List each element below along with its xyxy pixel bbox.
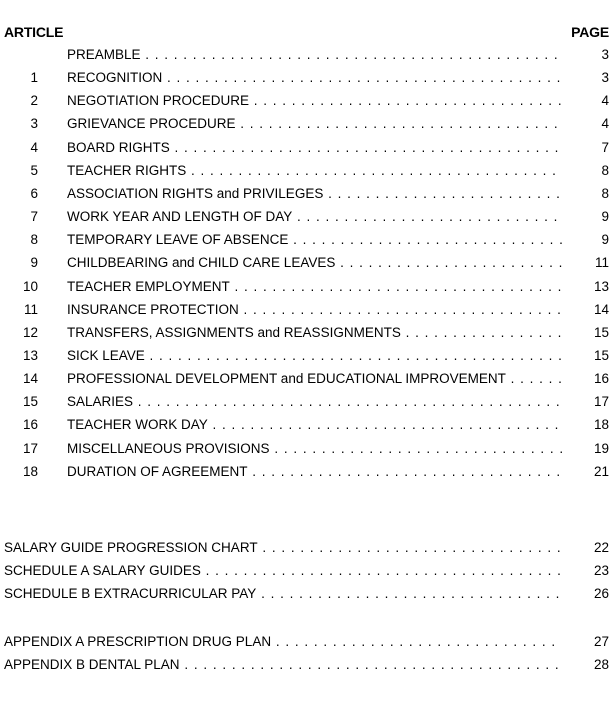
toc-header-article: ARTICLE [4, 24, 64, 40]
toc-schedule-row [0, 539, 615, 557]
page-number: 14 [593, 301, 609, 317]
toc-schedule-row [0, 562, 615, 580]
toc-article-row [0, 162, 615, 180]
article-number: 8 [30, 232, 38, 248]
article-number: 10 [22, 278, 38, 294]
entry-title: MISCELLANEOUS PROVISIONS . . . [67, 440, 562, 458]
toc-article-row [0, 69, 615, 87]
article-number: 7 [30, 209, 38, 225]
toc-article-row [0, 254, 615, 272]
page-number: 11 [594, 255, 609, 271]
article-number: 17 [22, 440, 38, 456]
article-number: 15 [22, 394, 38, 410]
page-number: 3 [601, 47, 609, 62]
page-number: 23 [593, 563, 609, 578]
entry-title: SCHEDULE B EXTRACURRICULAR PAY . . . [4, 585, 562, 603]
page-number: 4 [601, 93, 609, 109]
article-number: 6 [30, 185, 38, 201]
toc-article-row [0, 347, 615, 365]
toc-article-row [0, 324, 615, 342]
page-number: 3 [601, 70, 609, 86]
toc-header-page: PAGE [571, 24, 609, 40]
page-number: 21 [593, 463, 609, 479]
entry-title: CHILDBEARING and CHILD CARE LEAVES . . . [67, 254, 562, 272]
article-number: 18 [22, 463, 38, 479]
page-number: 22 [593, 540, 609, 555]
page-number: 8 [601, 162, 609, 178]
entry-title: TEACHER EMPLOYMENT . . . [67, 278, 562, 296]
page-number: 27 [593, 634, 609, 649]
article-number: 5 [30, 162, 38, 178]
toc-article-row [0, 393, 615, 411]
entry-title: GRIEVANCE PROCEDURE . . . [67, 115, 562, 133]
entry-title: SALARIES . . . [67, 393, 562, 411]
toc-article-row [0, 463, 615, 481]
page-number: 9 [601, 209, 609, 225]
entry-title: TEMPORARY LEAVE OF ABSENCE . . . [67, 231, 562, 249]
entry-title: NEGOTIATION PROCEDURE . . . [67, 92, 562, 110]
article-number: 16 [22, 417, 38, 433]
entry-title: RECOGNITION . . . [67, 69, 562, 87]
page-number: 17 [593, 394, 609, 410]
page-number: 26 [593, 586, 609, 601]
toc-article-row [0, 370, 615, 388]
article-number: 13 [22, 347, 38, 363]
entry-title: WORK YEAR AND LENGTH OF DAY . . . [67, 208, 562, 226]
page-number: 13 [593, 278, 609, 294]
entry-title: TRANSFERS, ASSIGNMENTS and REASSIGNMENTS . . . [67, 324, 562, 342]
page-number: 9 [601, 232, 609, 248]
entry-title: DURATION OF AGREEMENT . . . [67, 463, 562, 481]
entry-title: TEACHER RIGHTS . . . [67, 162, 562, 180]
toc-article-row [0, 208, 615, 226]
page-number: 8 [601, 185, 609, 201]
article-number: 9 [30, 255, 38, 271]
toc-article-row [0, 115, 615, 133]
toc-article-row [0, 185, 615, 203]
page-number: 4 [601, 116, 609, 132]
toc-article-row [0, 92, 615, 110]
entry-title: BOARD RIGHTS . . . [67, 139, 562, 157]
toc-schedule-row [0, 585, 615, 603]
toc-article-row [0, 46, 615, 64]
entry-title: ASSOCIATION RIGHTS and PRIVILEGES . . . [67, 185, 562, 203]
page-number: 15 [593, 324, 609, 340]
entry-title: SCHEDULE A SALARY GUIDES . . . [4, 562, 562, 580]
article-number: 3 [30, 116, 38, 132]
toc-article-row [0, 440, 615, 458]
page-number: 7 [601, 139, 609, 155]
article-number: 1 [30, 70, 38, 86]
toc-appendix-row [0, 656, 615, 674]
entry-title: SICK LEAVE . . . [67, 347, 562, 365]
entry-title: APPENDIX B DENTAL PLAN . . . [4, 656, 562, 674]
entry-title: INSURANCE PROTECTION . . . [67, 301, 562, 319]
toc-article-row [0, 278, 615, 296]
entry-title: PROFESSIONAL DEVELOPMENT and EDUCATIONAL IMPROVEMENT . . . [67, 370, 562, 388]
article-number: 12 [22, 324, 38, 340]
entry-title: APPENDIX A PRESCRIPTION DRUG PLAN . . . [4, 633, 562, 651]
page-number: 19 [593, 440, 609, 456]
toc-article-row [0, 231, 615, 249]
toc-appendix-row [0, 633, 615, 651]
toc-article-row [0, 301, 615, 319]
entry-title: TEACHER WORK DAY . . . [67, 416, 562, 434]
article-number: 11 [23, 301, 38, 317]
entry-title: PREAMBLE . . . [67, 46, 562, 64]
toc-article-row [0, 139, 615, 157]
article-number: 14 [22, 371, 38, 387]
page-number: 16 [593, 371, 609, 387]
entry-title: SALARY GUIDE PROGRESSION CHART . . . [4, 539, 562, 557]
toc-article-row [0, 416, 615, 434]
article-number: 2 [30, 93, 38, 109]
page-number: 15 [593, 347, 609, 363]
page-number: 18 [593, 417, 609, 433]
article-number: 4 [30, 139, 38, 155]
page-number: 28 [593, 657, 609, 672]
